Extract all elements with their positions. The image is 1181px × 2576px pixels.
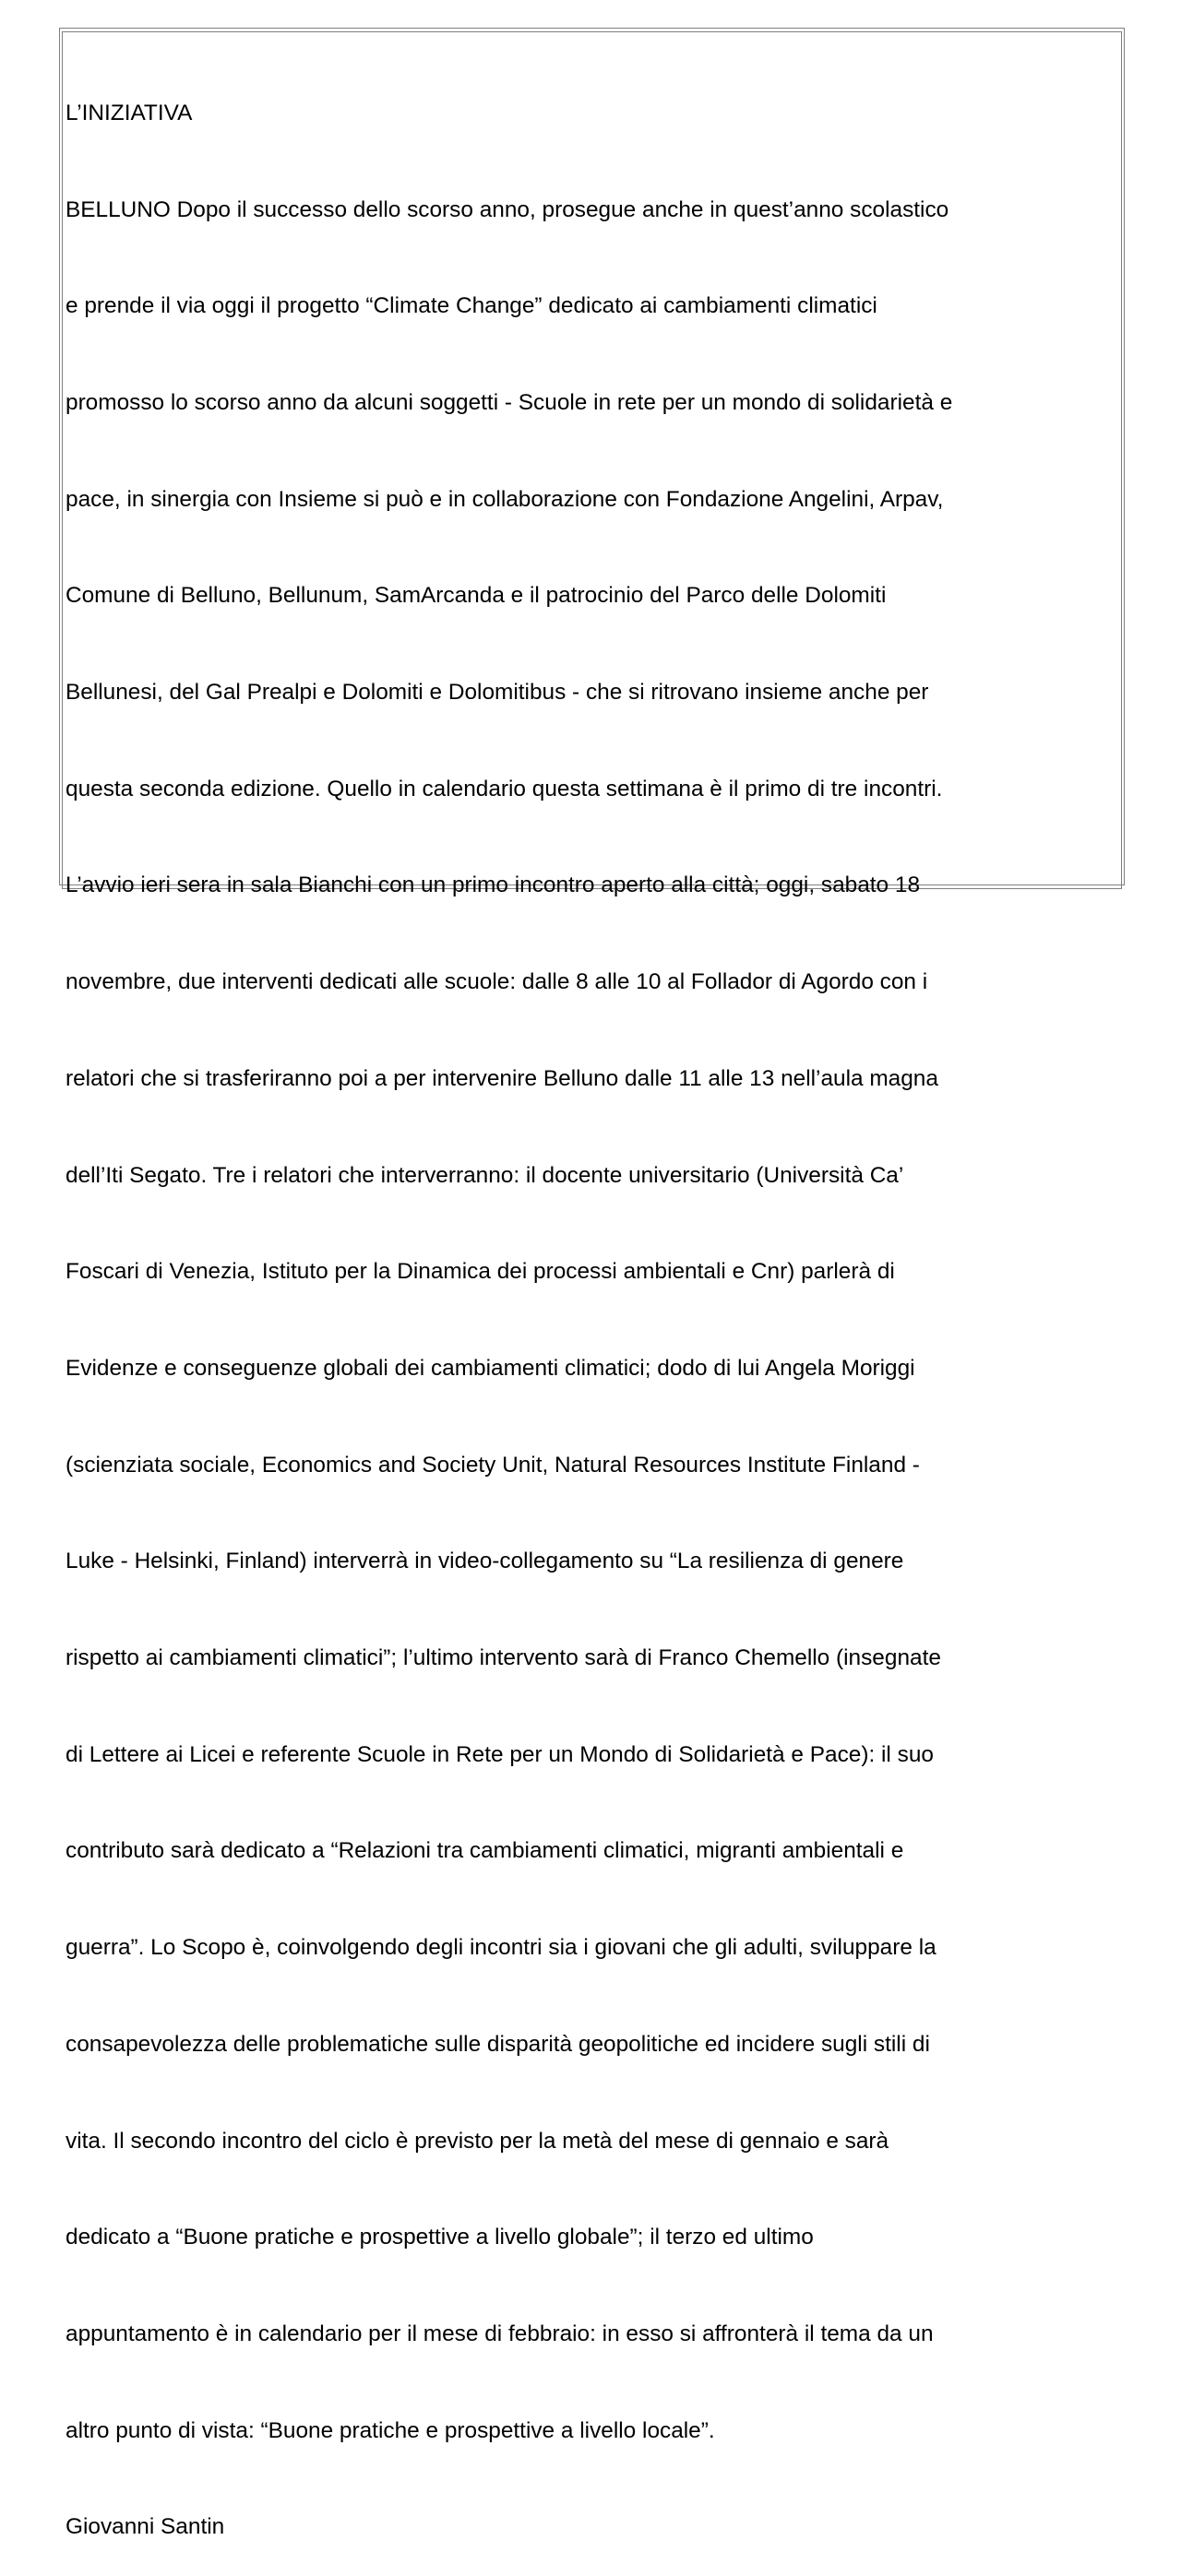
article-line-12: Foscari di Venezia, Istituto per la Dinamica dei processi ambientali e Cnr) parlerà di bbox=[66, 1259, 895, 1285]
article-kicker: L’INIZIATIVA bbox=[66, 100, 193, 125]
article-line-21: vita. Il secondo incontro del ciclo è previsto per la metà del mese di gennaio e sarà bbox=[66, 2128, 889, 2154]
article-line-9: novembre, due interventi dedicati alle scuole: dalle 8 alle 10 al Follador di Agordo con i bbox=[66, 969, 928, 995]
article-line-2: e prende il via oggi il progetto “Climate Change” dedicato ai cambiamenti climatici bbox=[66, 293, 877, 319]
article-line-13: Evidenze e conseguenze globali dei cambiamenti climatici; dodo di lui Angela Moriggi bbox=[66, 1355, 915, 1381]
article-line-4: pace, in sinergia con Insieme si può e in collaborazione con Fondazione Angelini, Arpav, bbox=[66, 486, 944, 512]
article-line-11: dell’Iti Segato. Tre i relatori che interverranno: il docente universitario (Università Ca’ bbox=[66, 1162, 904, 1188]
article-line-16: rispetto ai cambiamenti climatici”; l’ultimo intervento sarà di Franco Chemello (insegnate bbox=[66, 1645, 941, 1671]
article-line-15: Luke - Helsinki, Finland) interverrà in video-collegamento su “La resilienza di genere bbox=[66, 1549, 904, 1574]
article-line-6: Bellunesi, del Gal Prealpi e Dolomiti e Dolomitibus - che si ritrovano insieme anche per bbox=[66, 680, 929, 706]
article-line-8: L’avvio ieri sera in sala Bianchi con un primo incontro aperto alla città; oggi, sabato 18 bbox=[66, 873, 921, 898]
article-line-20: consapevolezza delle problematiche sulle disparità geopolitiche ed incidere sugli stili di bbox=[66, 2031, 930, 2057]
article-line-14: (scienziata sociale, Economics and Society Unit, Natural Resources Institute Finland - bbox=[66, 1452, 920, 1478]
article-line-19: guerra”. Lo Scopo è, coinvolgendo degli incontri sia i giovani che gli adulti, sviluppare la bbox=[66, 1935, 936, 1961]
article-author: Giovanni Santin bbox=[66, 2514, 225, 2540]
article-line-18: contributo sarà dedicato a “Relazioni tra cambiamenti climatici, migranti ambientali e bbox=[66, 1838, 904, 1864]
article-line-7: questa seconda edizione. Quello in calendario questa settimana è il primo di tre incontri. bbox=[66, 776, 943, 801]
article-line-3: promosso lo scorso anno da alcuni soggetti - Scuole in rete per un mondo di solidarietà e bbox=[66, 389, 953, 415]
article-line-17: di Lettere ai Licei e referente Scuole in Rete per un Mondo di Solidarietà e Pace): il suo bbox=[66, 1741, 934, 1767]
article-line-1: BELLUNO Dopo il successo dello scorso anno, prosegue anche in quest’anno scolastico bbox=[66, 196, 949, 222]
article-line-22: dedicato a “Buone pratiche e prospettive a livello globale”; il terzo ed ultimo bbox=[66, 2225, 814, 2250]
article-text bbox=[66, 33, 1117, 2576]
article-line-23: appuntamento è in calendario per il mese di febbraio: in esso si affronterà il tema da un bbox=[66, 2321, 934, 2346]
article-line-24: altro punto di vista: “Buone pratiche e prospettive a livello locale”. bbox=[66, 2417, 715, 2443]
article-line-5: Comune di Belluno, Bellunum, SamArcanda e il patrocinio del Parco delle Dolomiti bbox=[66, 583, 887, 609]
article-line-10: relatori che si trasferiranno poi a per intervenire Belluno dalle 11 alle 13 nell’aula magna bbox=[66, 1065, 938, 1091]
